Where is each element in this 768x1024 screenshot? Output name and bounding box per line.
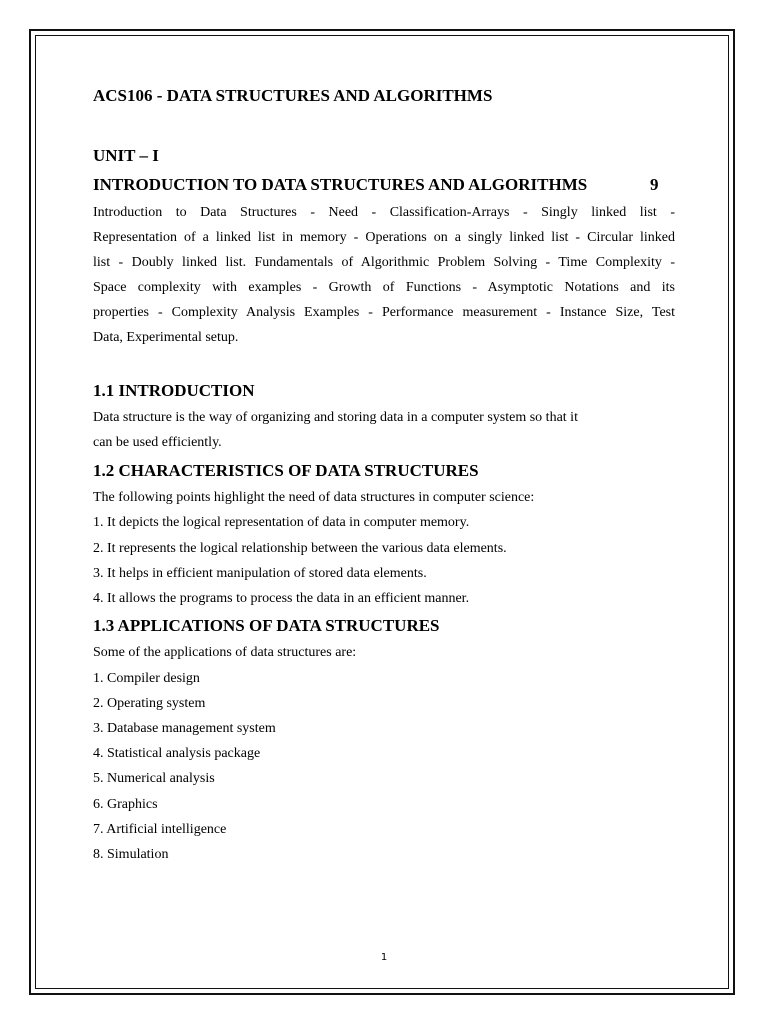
unit-hours: 9 — [650, 175, 659, 194]
unit-label: UNIT – I — [93, 146, 159, 165]
section-heading: 1.3 APPLICATIONS OF DATA STRUCTURES — [93, 616, 440, 635]
list-item: 2. Operating system — [93, 696, 206, 711]
syllabus-line: Introduction to Data Structures - Need - Classification-Arrays - Singly linked list - — [93, 205, 675, 220]
list-item: 4. Statistical analysis package — [93, 746, 261, 761]
syllabus-line: properties - Complexity Analysis Examples - Performance measurement - Instance Size, Test — [93, 305, 675, 320]
paragraph-line: The following points highlight the need of data structures in computer science: — [93, 490, 535, 505]
syllabus-line: Space complexity with examples - Growth of Functions - Asymptotic Notations and its — [93, 280, 675, 295]
list-item: 5. Numerical analysis — [93, 771, 215, 786]
syllabus-line: Representation of a linked list in memory - Operations on a singly linked list - Circular linked — [93, 230, 675, 245]
list-item: 4. It allows the programs to process the data in an efficient manner. — [93, 591, 470, 606]
section-heading: 1.1 INTRODUCTION — [93, 381, 255, 400]
paragraph-line: Some of the applications of data structures are: — [93, 645, 357, 660]
list-item: 3. Database management system — [93, 721, 276, 736]
list-item: 3. It helps in efficient manipulation of stored data elements. — [93, 566, 427, 581]
list-item: 1. It depicts the logical representation of data in computer memory. — [93, 515, 470, 530]
list-item: 1. Compiler design — [93, 671, 200, 686]
list-item: 8. Simulation — [93, 847, 169, 862]
list-item: 7. Artificial intelligence — [93, 822, 227, 837]
syllabus-line: list - Doubly linked list. Fundamentals of Algorithmic Problem Solving - Time Complexity - — [93, 255, 675, 270]
paragraph-line: Data structure is the way of organizing and storing data in a computer system so that it — [93, 410, 578, 425]
page-number: 1 — [380, 952, 388, 963]
course-title: ACS106 - DATA STRUCTURES AND ALGORITHMS — [93, 86, 493, 105]
syllabus-line: Data, Experimental setup. — [93, 330, 239, 345]
list-item: 6. Graphics — [93, 797, 158, 812]
list-item: 2. It represents the logical relationship between the various data elements. — [93, 541, 507, 556]
section-heading: 1.2 CHARACTERISTICS OF DATA STRUCTURES — [93, 461, 479, 480]
paragraph-line: can be used efficiently. — [93, 435, 222, 450]
unit-title: INTRODUCTION TO DATA STRUCTURES AND ALGORITHMS — [93, 175, 588, 194]
